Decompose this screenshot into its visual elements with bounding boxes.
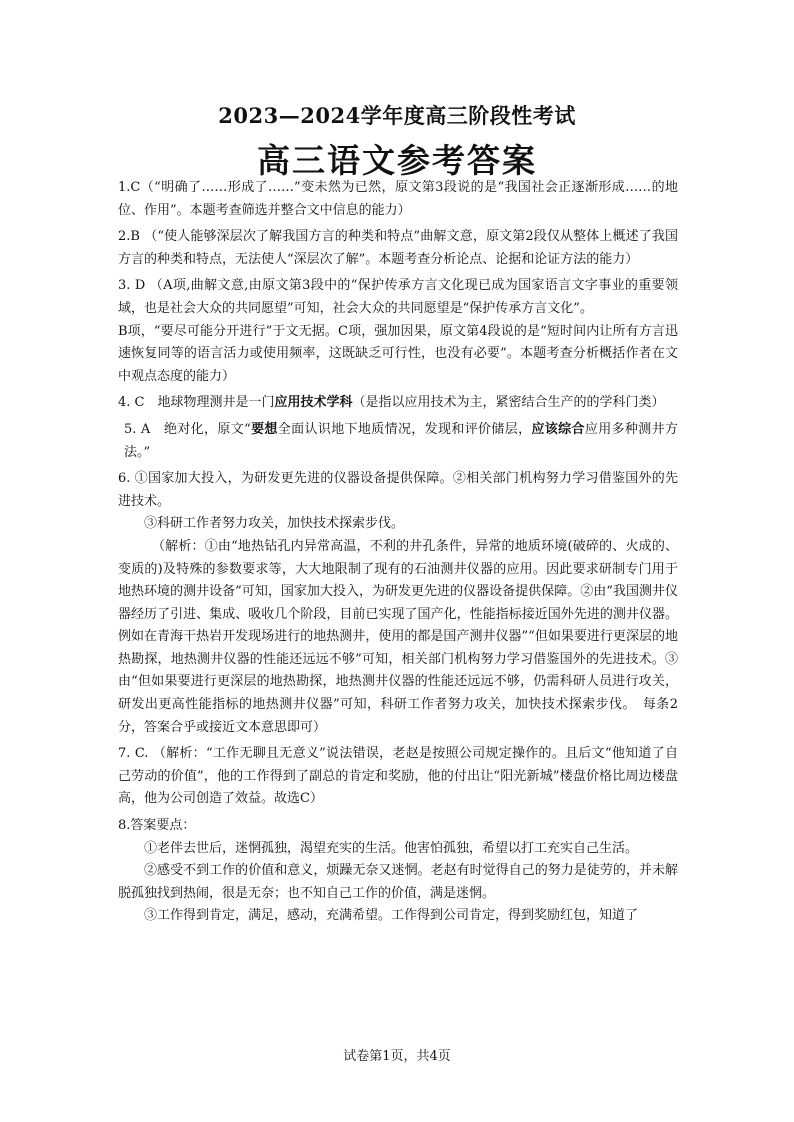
answer-q4-emphasis: 应用技术学科 [274,395,353,411]
answer-key-heading: 高三语文参考答案 [257,141,537,180]
answer-q3-part-b: B项，“要尽可能分开进行”于文无据。C项，强加因果，原文第4段说的是“短时间内让所有方言迅速恢复同等的语言活力或使用频率，这既缺乏可行性，也没有必要”。本题考查分析概括作者在文中观点态度的能力） [118,323,678,384]
answer-q7: 7. C. （解析：“工作无聊且无意义”说法错误，老赵是按照公司规定操作的。且后文“他知道了自己劳动的价值”，他的工作得到了副总的肯定和奖励，他的付出让“阳光新城”楼盘价格比周边楼盘高，他为公司创造了效益。故选C） [118,746,678,807]
answer-q3-part-a: 3. D （A项,曲解文意,由原文第3段中的“保护传承方言文化现已成为国家语言文字事业的重要领域，也是社会大众的共同愿望”可知，社会大众的共同愿望是“保护传承方言文化”。 [118,278,678,316]
answer-q5-mid: 全面认识地下地质情况，发现和评价储层， [277,421,532,437]
answer-q5-emphasis-1: 要想 [250,421,278,437]
answer-q6: 6. ①国家加大投入，为研发更先进的仪器设备提供保障。②相关部门机构努力学习借鉴国外的先进技术。 [118,471,678,509]
answer-q8-point-1: ①老伴去世后，迷惘孤独，渴望充实的生活。他害怕孤独，希望以打工充实自己生活。 [144,840,639,856]
answer-q6-analysis: （解析：①由“地热钻孔内异常高温，不利的井孔条件，异常的地质环境(破碎的、火成的、变质的)及特殊的参数要求等，大大地限制了现有的石油测井仪器的应用。因此要求研制专门用于地热环境的测井设备”可知，国家加大投入，为研发更先进的仪器设备提供保障。②由“我国测井仪器经历了引进、集成、吸收几个阶段，目前已实现了国产化，性能指标接近国外先进的测井仪器。例如在青海干热岩开发现场进行的地热测井，使用的都是国产测井仪器”“但如果要进行更深层的地热勘探，地热测井仪器的性能还远远不够”可知，相关部门机构努力学习借鉴国外的先进技术。③由“但如果要进行更深层的地热勘探，地热测井仪器的性能还远远不够，仍需科研人员进行攻关，研发出更高性能指标的地热测井仪器”可知，科研工作者努力攻关，加快技术探索步伐。 每条2分，答案合乎或接近文本意思即可） [118,538,678,735]
answer-q8-heading: 8.答案要点： [118,818,196,834]
answer-q4-post: （是指以应用技术为主，紧密结合生产的的学科门类） [352,395,665,411]
answer-q5-post: 应用多种测井方法。” [124,421,678,460]
exam-title: 2023—2024学年度高三阶段性考试 [218,103,576,128]
answer-q8-point-2: ②感受不到工作的价值和意义，烦躁无奈又迷惘。老赵有时觉得自己的努力是徒劳的，并未解脱孤独找到热闹，很是无奈；也不知自己工作的价值，满是迷惘。 [118,863,678,901]
answer-q5 [118,419,678,464]
answer-q8-point-3: ③工作得到肯定，满足，感动，充满希望。工作得到公司肯定，得到奖励红包，知道了 [144,908,639,924]
answer-q6-point-3: ③科研工作者努力攻关，加快技术探索步伐。 [144,516,405,532]
answer-body [118,177,678,928]
answer-q2: 2.B （“使人能够深层次了解我国方言的种类和特点”曲解文意，原文第2段仅从整体上概述了我国方言的种类和特点，无法使人“深层次了解”。本题考查分析论点、论据和论证方法的能力） [118,229,678,267]
answer-q4-pre: 4. C 地球物理测井是一门 [118,395,275,411]
answer-q4 [118,392,678,415]
answer-q5-emphasis-2: 应该综合 [531,421,585,437]
page-footer: 试卷第1页，共4页 [343,1049,451,1064]
answer-q5-pre: 5. A 绝对化，原文“ [124,421,251,437]
answer-q1: 1.C（“明确了……形成了……”变未然为已然，原文第3段说的是“我国社会正逐渐形成……的地位、作用”。本题考查筛选并整合文中信息的能力） [118,180,678,218]
